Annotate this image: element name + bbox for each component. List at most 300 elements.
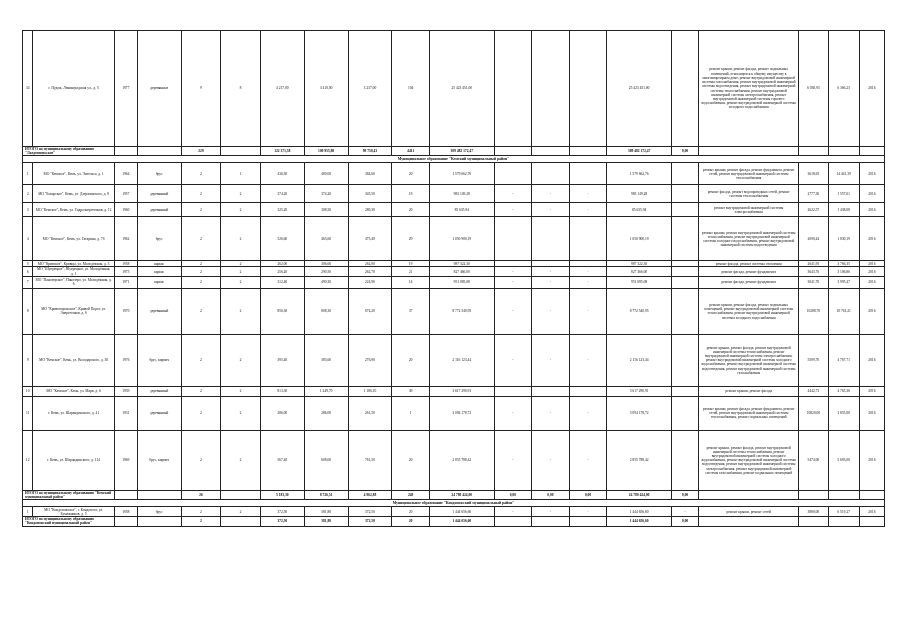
cell-entrances: 2 (221, 507, 261, 517)
cell-material: деревянный (137, 386, 181, 396)
cell-year: 1960 (114, 203, 137, 217)
cell-c-local (569, 163, 607, 185)
cell-no: 10 (23, 386, 33, 396)
cell-no: 1 (23, 507, 33, 517)
cell-works: ремонт крыши, ремонт сетей (699, 507, 799, 517)
cell-unit-cost: 2777,30 (799, 185, 828, 203)
cell-year: 1957 (114, 185, 137, 203)
cell-area-res: 306,60 (304, 261, 348, 267)
cell-year: 1970 (114, 288, 137, 334)
cell-c-other (671, 430, 698, 490)
cell-works: ремонт внутридомовой инженерной системы электроснабжения (699, 203, 799, 217)
cell-c-owner: 3 094 178,72 (607, 396, 672, 430)
cell-area-total: 856,30 (260, 288, 304, 334)
cell-area-res: 286,00 (304, 396, 348, 430)
total-c-fund (494, 517, 532, 526)
cell-works: ремонт фасада, ремонт фундамента (699, 276, 799, 288)
cell-no: 11 (23, 396, 33, 430)
total-area-liv: 99 750,43 (348, 147, 392, 156)
cell-c-region: - (532, 267, 570, 276)
cell-no: 6 (23, 267, 33, 276)
cell-unit-cost: 5474,00 (799, 430, 828, 490)
cell-no: 2 (23, 185, 33, 203)
cell-entrances: 2 (221, 430, 261, 490)
cell-c-other (671, 163, 698, 185)
total-c-local (569, 147, 607, 156)
cell-c-region: - (532, 203, 570, 217)
table-row (23, 507, 885, 517)
cell-year: 1958 (114, 507, 137, 517)
cell-floors: 2 (181, 267, 221, 276)
cell-floors: 2 (181, 185, 221, 203)
cell-material: деревянный (137, 288, 181, 334)
cell-area-total: 372,50 (260, 507, 304, 517)
cell-year: 1977 (114, 31, 137, 147)
total-residents: 249 (392, 490, 430, 499)
cell-material: деревянный (137, 396, 181, 430)
cell-area-total: 286,00 (260, 396, 304, 430)
cell-material: каркас (137, 267, 181, 276)
cell-residents: 20 (392, 334, 430, 386)
cell-unit-cost: 3880,00 (799, 507, 828, 517)
cell-area-res: 383,60 (304, 334, 348, 386)
total-area-total: 122 371,38 (260, 147, 304, 156)
total-empty-cell (799, 147, 828, 156)
cell-area-liv: 1 186,10 (348, 386, 392, 396)
cell-cost: 2 116 123,44 (429, 334, 494, 386)
table-row (23, 386, 885, 396)
cell-max-cost: 10 761,21 (828, 288, 859, 334)
cell-c-local: - (569, 507, 607, 517)
cell-area-total: 4 217,00 (260, 31, 304, 147)
cell-c-other (671, 288, 698, 334)
cell-c-local: - (569, 288, 607, 334)
cell-c-local: - (569, 267, 607, 276)
total-empty-cell (799, 517, 828, 526)
cell-c-region (532, 163, 570, 185)
total-empty-cell (828, 490, 859, 499)
cell-floors: 2 (181, 203, 221, 217)
cell-area-total: 436,50 (260, 163, 304, 185)
cell-c-local: - (569, 334, 607, 386)
cell-max-cost: 1 438,08 (828, 203, 859, 217)
cell-area-total: 526,60 (260, 217, 304, 261)
total-n: 2 (181, 517, 221, 526)
cell-area-liv: 345,50 (348, 185, 392, 203)
cell-c-fund: - (494, 267, 532, 276)
total-empty-cell (699, 517, 799, 526)
cell-no: 5 (23, 261, 33, 267)
section-title: Муниципальное образование "Кемский муниципальный район" (23, 156, 885, 163)
cell-c-region: - (532, 288, 570, 334)
cell-no: 9 (23, 334, 33, 386)
cell-area-liv: 224,90 (348, 276, 392, 288)
total-empty-cell (828, 147, 859, 156)
cell-c-owner: 85 635,94 (607, 203, 672, 217)
cell-no: 1 (23, 163, 33, 185)
cell-area-total: 813,30 (260, 386, 304, 396)
cell-cost: 85 635,94 (429, 203, 494, 217)
cell-residents: 20 (392, 430, 430, 490)
total-c-fund: 0,00 (494, 490, 532, 499)
cell-unit-cost: 2622,57 (799, 203, 828, 217)
total-c-fund (494, 147, 532, 156)
cell-area-res: 808,30 (304, 288, 348, 334)
cell-floors: 2 (181, 288, 221, 334)
total-cost: 1 444 656,60 (429, 517, 494, 526)
cell-unit-cost: 10288,70 (799, 288, 828, 334)
cell-unit-cost: 2090,44 (799, 217, 828, 261)
total-area-liv: 4 962,88 (348, 490, 392, 499)
cell-cost: 1 050 900,19 (429, 217, 494, 261)
cell-max-cost: 5 693,00 (828, 430, 859, 490)
cell-unit-cost: 3643,76 (799, 267, 828, 276)
cell-deadline: 2016 (859, 430, 884, 490)
total-empty-cell (859, 490, 884, 499)
cell-area-liv: 280,30 (348, 203, 392, 217)
total-area-total: 5 183,30 (260, 490, 304, 499)
cell-area-total: 262,00 (260, 261, 304, 267)
cell-max-cost: 3 995,47 (828, 276, 859, 288)
cell-works: ремонт фасада, ремонт системы отопления (699, 261, 799, 267)
total-n: 26 (181, 490, 221, 499)
cell-area-liv: 372,50 (348, 507, 392, 517)
cell-area-liv: 276,90 (348, 334, 392, 386)
cell-address: МО "Кривопорожское", Кривой Порог, ул. Энергетиков, д. 6 (33, 288, 114, 334)
cell-address: г. Кемь, ул. Шарандинского, д. 114 (33, 430, 114, 490)
cell-area-res: 290,50 (304, 267, 348, 276)
cell-area-total: 325,20 (260, 203, 304, 217)
cell-unit-cost: 4442,73 (799, 386, 828, 396)
cell-no: 4 (23, 217, 33, 261)
cell-floors: 2 (181, 276, 221, 288)
cell-area-total: 374,20 (260, 185, 304, 203)
cell-entrances: 2 (221, 203, 261, 217)
total-c-other: 0,00 (671, 517, 698, 526)
cell-c-fund: - (494, 430, 532, 490)
total-c-local: 0,00 (569, 490, 607, 499)
total-residents: 20 (392, 517, 430, 526)
cell-no: 12 (23, 430, 33, 490)
cell-c-fund: - (494, 203, 532, 217)
cell-c-fund (494, 163, 532, 185)
cell-area-liv: 475,40 (348, 217, 392, 261)
cell-entrances: 1 (221, 163, 261, 185)
cell-c-other: - (671, 507, 698, 517)
cell-c-owner: 983 149,28 (607, 185, 672, 203)
total-row (23, 147, 885, 156)
cell-c-owner: 951 085,08 (607, 276, 672, 288)
cell-deadline: 2016 (859, 276, 884, 288)
cell-address: г. Пудож, Ленинградская ул., д. 5 (33, 31, 114, 147)
cell-year: 1939 (114, 386, 137, 396)
total-label: ИТОГО по муниципальному образованию "Лахденпохьское" (23, 147, 115, 156)
cell-year: 1976 (114, 334, 137, 386)
cell-unit-cost: 5509,70 (799, 334, 828, 386)
cell-c-region: - (532, 276, 570, 288)
cell-c-fund (494, 386, 532, 396)
cell-c-local (569, 217, 607, 261)
cell-c-other (671, 334, 698, 386)
cell-c-owner: 3 617 290,91 (607, 386, 672, 396)
cell-address: МО "Бокарское", Кемь, ул. Дзержинского, д. 8 (33, 185, 114, 203)
cell-area-res: 308,50 (304, 203, 348, 217)
cell-deadline: 2016 (859, 163, 884, 185)
total-empty-cell (114, 517, 137, 526)
cell-max-cost: 3 855,00 (828, 396, 859, 430)
cell-residents: 20 (392, 203, 430, 217)
total-c-owner: 1 444 656,60 (607, 517, 672, 526)
cell-entrances: 8 (221, 31, 261, 147)
total-c-owner: 309 482 172,47 (607, 147, 672, 156)
cell-c-owner: 25 423 451,00 (607, 31, 672, 147)
cell-residents: 19 (392, 185, 430, 203)
cell-cost: 3 094 178,72 (429, 396, 494, 430)
cell-residents: 14 (392, 276, 430, 288)
cell-area-liv: 262,00 (348, 261, 392, 267)
total-c-region (532, 517, 570, 526)
table-row (23, 163, 885, 185)
cell-c-other (671, 31, 698, 147)
cell-deadline: 2016 (859, 288, 884, 334)
cell-works: ремонт фасада, ремонт фундамента (699, 267, 799, 276)
total-c-other: 0,00 (671, 490, 698, 499)
cell-max-cost: 4 765,36 (828, 386, 859, 396)
cell-deadline: 2016 (859, 31, 884, 147)
cell-floors: 2 (181, 396, 221, 430)
total-area-res: 100 955,80 (304, 147, 348, 156)
cell-deadline: 2016 (859, 217, 884, 261)
cell-works: ремонт крыши, ремонт фасада, ремонт фундамента, ремонт сетей, ремонт внутридомовой инженерной системы теплоснабжения, ремонт подвальных помещений (699, 396, 799, 430)
cell-year: 1931 (114, 396, 137, 430)
cell-residents: 20 (392, 163, 430, 185)
cell-works: ремонт крыши, ремонт фасада (699, 386, 799, 396)
total-c-owner: 24 780 424,00 (607, 490, 672, 499)
cell-c-other (671, 203, 698, 217)
total-area-res: 381,80 (304, 517, 348, 526)
cell-max-cost: 6 366,23 (828, 31, 859, 147)
cell-residents: 29 (392, 217, 430, 261)
cell-material: брус (137, 507, 181, 517)
cell-works: ремонт крыши, ремонт фасада, ремонт подвальных помещений, ремонт внутридомовой инженерной системы теплоснабжения, ремонт внутридомовой инженерной системы холодного водоснабжения (699, 288, 799, 334)
cell-area-total: 256,20 (260, 267, 304, 276)
cell-c-region (532, 386, 570, 396)
cell-cost: 3 617 290,91 (429, 386, 494, 396)
cell-cost: 827 466,00 (429, 267, 494, 276)
cell-max-cost: 3 766,35 (828, 261, 859, 267)
cell-c-fund: - (494, 276, 532, 288)
cell-year: 1958 (114, 261, 137, 267)
cell-c-region: - (532, 185, 570, 203)
cell-deadline: 2016 (859, 185, 884, 203)
cell-c-fund (494, 217, 532, 261)
cell-address: МО "Кемское", Кемь, ул. Володарского, д. 30 (33, 334, 114, 386)
cell-deadline: 2016 (859, 396, 884, 430)
cell-area-res: 1 249,70 (304, 386, 348, 396)
table-row (23, 185, 885, 203)
cell-floors: 2 (181, 261, 221, 267)
cell-material: каркас (137, 276, 181, 288)
cell-address: МО "Кемское", Кемь, ул. Гагарина, д. 7б (33, 217, 114, 261)
cell-unit-cost: 10820,00 (799, 396, 828, 430)
total-empty-cell (221, 147, 261, 156)
cell-area-res: 608,00 (304, 430, 348, 490)
total-empty-cell (859, 517, 884, 526)
cell-works: ремонт крыши, ремонт фасада, ремонт внутридомовой инженерной системы теплоснабжения, ремонт внутридомовой инженерной системы холодного водоснабжения, ремонт внутридомовой инженерной системы водоотведения, ремонт внутридомовой инженерной системы электроснабжения, ремонт внутридомовой инженерной системы газоснабжения, ремонт подвальных помещений (699, 430, 799, 490)
cell-entrances: 2 (221, 261, 261, 267)
section-header-row (23, 500, 885, 507)
cell-c-local: - (569, 276, 607, 288)
total-row (23, 490, 885, 499)
cell-address: г. Кемь, ул. Шарандинского, д. 41 (33, 396, 114, 430)
cell-entrances: 2 (221, 217, 261, 261)
cell-max-cost: 14 441,39 (828, 163, 859, 185)
cell-unit-cost: 3618,65 (799, 163, 828, 185)
cell-c-fund: - (494, 334, 532, 386)
cell-c-owner: 8 772 540,95 (607, 288, 672, 334)
cell-cost: 2 855 788,42 (429, 430, 494, 490)
table-row (23, 31, 885, 147)
total-empty-cell (859, 147, 884, 156)
cell-c-fund: - (494, 288, 532, 334)
cell-c-other (671, 267, 698, 276)
register-table-body (23, 31, 885, 527)
cell-unit-cost: 6 030,93 (799, 31, 828, 147)
total-label: ИТОГО по муниципальному образованию "Кондопожский муниципальный район" (23, 517, 115, 526)
cell-deadline: 2016 (859, 261, 884, 267)
section-title: Муниципальное образование "Кондопожский муниципальный район" (23, 500, 885, 507)
cell-c-region (532, 31, 570, 147)
cell-area-res: 381,80 (304, 507, 348, 517)
cell-cost: 1 444 656,60 (429, 507, 494, 517)
cell-max-cost: 4 767,71 (828, 334, 859, 386)
cell-no: 7 (23, 276, 33, 288)
cell-area-total: 312,40 (260, 276, 304, 288)
cell-entrances: 2 (221, 288, 261, 334)
section-header-row (23, 156, 885, 163)
cell-c-other (671, 217, 698, 261)
table-row (23, 276, 885, 288)
cell-c-region: - (532, 396, 570, 430)
cell-area-res: 400,00 (304, 163, 348, 185)
cell-residents: 21 (392, 267, 430, 276)
cell-address: МО "Кемское", Кемь, ул. Марк, д. 6 (33, 386, 114, 396)
total-c-region: 0,00 (532, 490, 570, 499)
cell-area-liv: 262,70 (348, 267, 392, 276)
total-empty-cell (828, 517, 859, 526)
cell-area-liv: 674,20 (348, 288, 392, 334)
cell-material: деревянные (137, 31, 181, 147)
cell-no: 8 (23, 288, 33, 334)
cell-cost: 987 322,30 (429, 261, 494, 267)
cell-c-other (671, 185, 698, 203)
cell-area-total: 567,40 (260, 430, 304, 490)
total-empty-cell (699, 147, 799, 156)
cell-entrances: 2 (221, 334, 261, 386)
cell-address: МО "Кемское", Кемь, ул. Энгельса, д. 1 (33, 163, 114, 185)
total-empty-cell (799, 490, 828, 499)
cell-material: деревянный (137, 185, 181, 203)
total-area-liv: 372,50 (348, 517, 392, 526)
cell-year: 1975 (114, 267, 137, 276)
total-empty-cell (114, 490, 137, 499)
cell-entrances: 2 (221, 386, 261, 396)
cell-c-owner: 1 579 662,76 (607, 163, 672, 185)
cell-c-local (569, 31, 607, 147)
table-row (23, 217, 885, 261)
cell-deadline: 2016 (859, 334, 884, 386)
cell-address: МО "Кривское", Кривцы, ул. Молодёжная, д. 3 (33, 261, 114, 267)
cell-c-other (671, 276, 698, 288)
cell-deadline: 2016 (859, 386, 884, 396)
table-row (23, 288, 885, 334)
cell-year: 1964 (114, 163, 137, 185)
table-row (23, 203, 885, 217)
cell-c-local: - (569, 430, 607, 490)
cell-material: брус, кирпич (137, 334, 181, 386)
cell-entrances: 2 (221, 276, 261, 288)
total-cost: 309 482 172,47 (429, 147, 494, 156)
total-area-total: 372,50 (260, 517, 304, 526)
cell-area-res: 490,30 (304, 276, 348, 288)
cell-residents: 20 (392, 507, 430, 517)
cell-c-fund: - (494, 185, 532, 203)
cell-floors: 2 (181, 430, 221, 490)
total-c-other: 0,00 (671, 147, 698, 156)
cell-max-cost: 1 557,01 (828, 185, 859, 203)
cell-area-res: 374,20 (304, 185, 348, 203)
cell-address: МО "Панозерское", Панозеро, ул. Молодёжная, д. 6 (33, 276, 114, 288)
cell-area-res: 463,60 (304, 217, 348, 261)
total-row (23, 517, 885, 526)
cell-address: МО "Кемское", Кемь, ул. Гидроэнергетиков, д. 12 (33, 203, 114, 217)
cell-cost: 1 579 662,76 (429, 163, 494, 185)
cell-cost: 983 149,28 (429, 185, 494, 203)
cell-c-region (532, 217, 570, 261)
cell-max-cost: 6 519,27 (828, 507, 859, 517)
cell-material: каркас (137, 261, 181, 267)
cell-unit-cost: 2641,95 (799, 261, 828, 267)
cell-address: МО "Кондопожское", г. Кондопога, ул. Бумажников, д. 5 (33, 507, 114, 517)
cell-area-liv: 384,60 (348, 163, 392, 185)
cell-no: 3 (23, 203, 33, 217)
total-empty-cell (221, 517, 261, 526)
cell-deadline: 2016 (859, 267, 884, 276)
total-area-res: 8 726,51 (304, 490, 348, 499)
cell-c-other (671, 386, 698, 396)
cell-floors: 2 (181, 386, 221, 396)
cell-year: 1962 (114, 217, 137, 261)
cell-c-other (671, 396, 698, 430)
cell-floors: 2 (181, 507, 221, 517)
total-cost: 24 780 424,00 (429, 490, 494, 499)
cell-residents: 37 (392, 288, 430, 334)
cell-material: брус (137, 217, 181, 261)
cell-address: МО "Шуерецкое", Шуерецкое, ул. Молодёжная, д. 1 (33, 267, 114, 276)
cell-c-fund: - (494, 507, 532, 517)
cell-c-owner: 827 466,00 (607, 267, 672, 276)
cell-cost: 951 085,08 (429, 276, 494, 288)
cell-no: 34 (23, 31, 33, 147)
cell-material: брус (137, 163, 181, 185)
total-empty-cell (221, 490, 261, 499)
total-empty-cell (114, 147, 137, 156)
total-c-region (532, 147, 570, 156)
cell-unit-cost: 3041,70 (799, 276, 828, 288)
cell-c-fund (494, 31, 532, 147)
table-row (23, 430, 885, 490)
cell-works: ремонт фасада, ремонт водопроводных сетей, ремонт системы теплоснабжения (699, 185, 799, 203)
